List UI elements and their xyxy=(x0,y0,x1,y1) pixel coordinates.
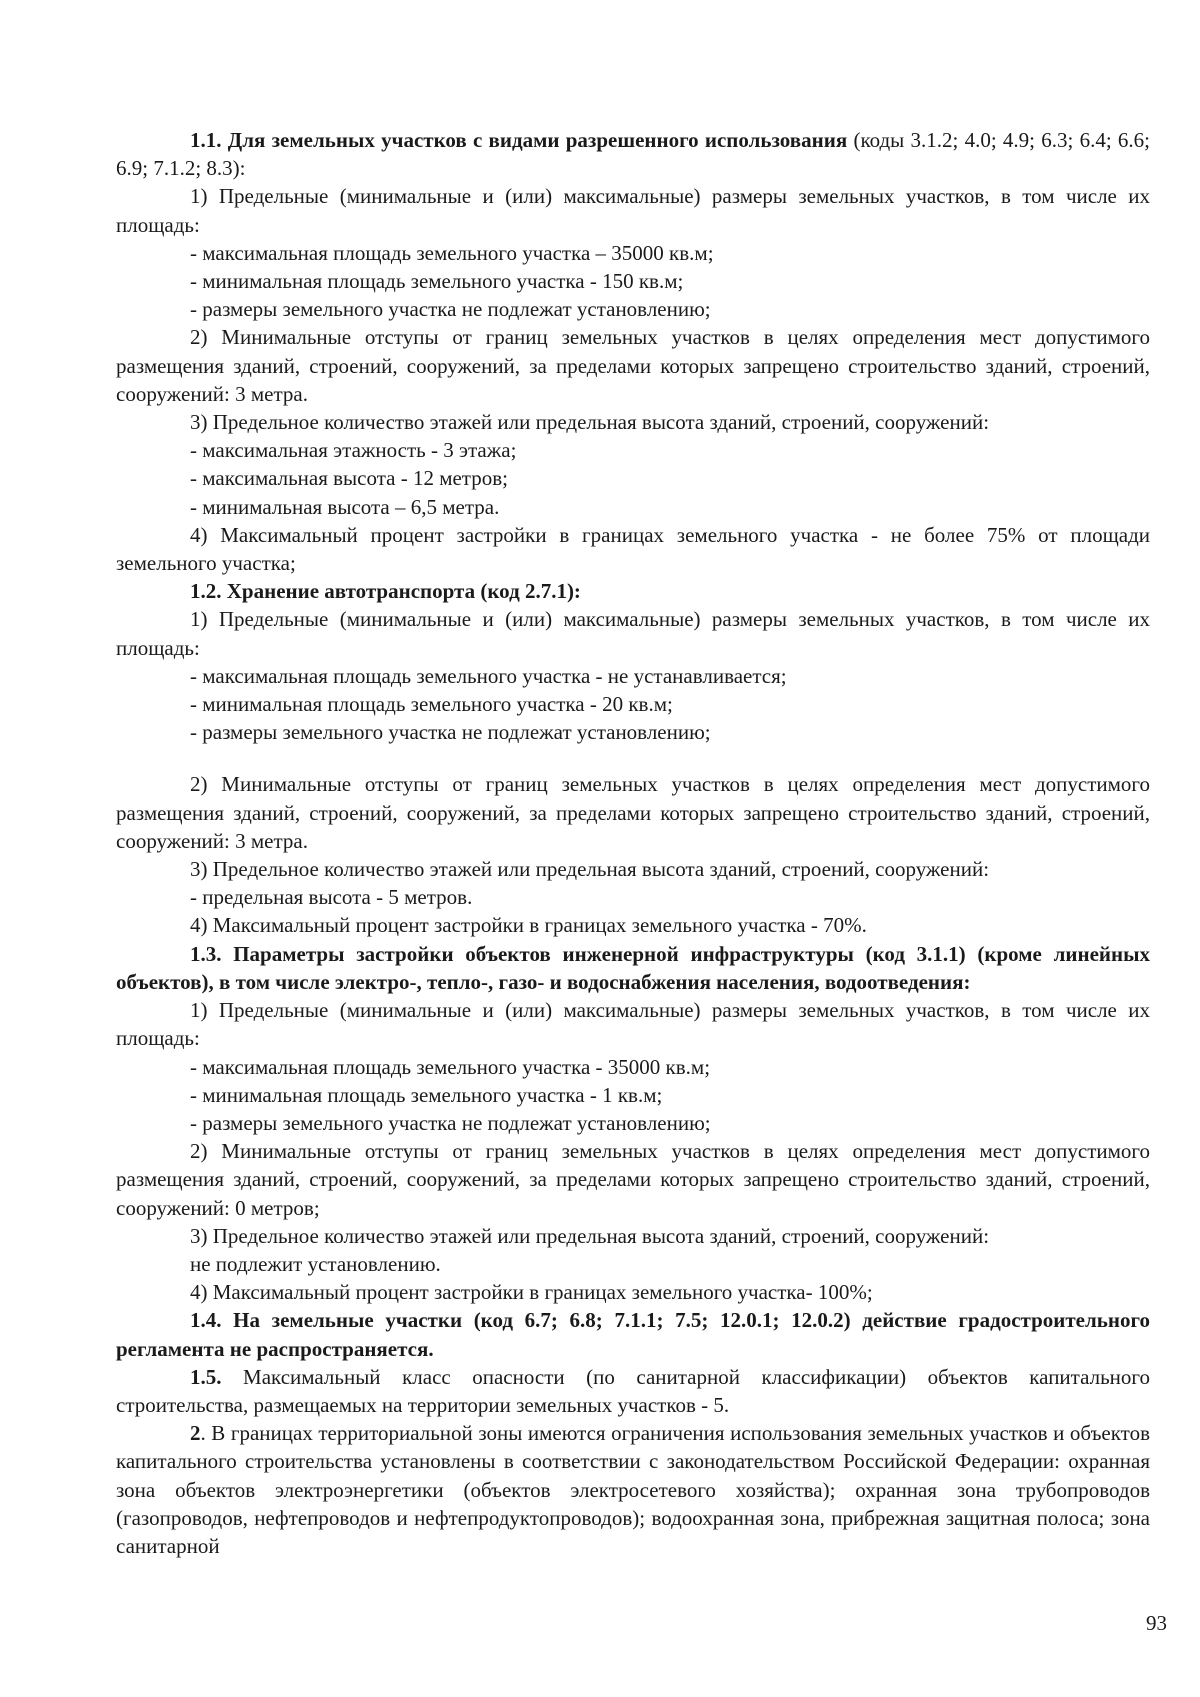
page-number: 93 xyxy=(1146,1611,1167,1635)
section-1-5-paragraph: 1.5. Максимальный класс опасности (по санитарной классификации) объектов капитального строительства, размещаемых на территории земельных участков - 5. xyxy=(116,1364,1150,1417)
paragraph: 3) Предельное количество этажей или предельная высота зданий, строений, сооружений: xyxy=(190,1223,990,1248)
paragraph: 4) Максимальный процент застройки в границах земельного участка- 100%; xyxy=(190,1280,873,1305)
list-item: - максимальная площадь земельного участка - не устанавливается; xyxy=(190,663,787,688)
section-1-3-heading: 1.3. Параметры застройки объектов инженерной инфраструктуры (код 3.1.1) (кроме линейных объектов), в том числе электро-, тепло-, газо- и водоснабжения населения, водоотведения: xyxy=(116,941,1150,994)
list-item: - минимальная площадь земельного участка - 150 кв.м; xyxy=(190,269,684,294)
paragraph: 4) Максимальный процент застройки в границах земельного участка - 70%. xyxy=(190,913,867,938)
paragraph: 3) Предельное количество этажей или предельная высота зданий, строений, сооружений: xyxy=(190,410,990,435)
section-1-1-heading: 1.1. Для земельных участков с видами разрешенного использования (коды 3.1.2; 4.0; 4.9; 6.3; 6.4; 6.6; 6.9; 7.1.2; 8.3): xyxy=(116,128,1150,181)
paragraph: 4) Максимальный процент застройки в границах земельного участка - не более 75% от площади земельного участка; xyxy=(116,522,1150,576)
list-item: - минимальная площадь земельного участка - 20 кв.м; xyxy=(190,692,673,717)
list-item: - максимальная этажность - 3 этажа; xyxy=(190,438,517,463)
list-item: - минимальная площадь земельного участка - 1 кв.м; xyxy=(190,1082,663,1107)
list-item: не подлежит установлению. xyxy=(190,1251,441,1276)
paragraph: 1) Предельные (минимальные и (или) максимальные) размеры земельных участков, в том числе их площадь: xyxy=(116,184,1150,237)
paragraph: 1) Предельные (минимальные и (или) максимальные) размеры земельных участков, в том числе их площадь: xyxy=(116,998,1150,1051)
list-item: - размеры земельного участка не подлежат установлению; xyxy=(190,720,711,745)
document-page xyxy=(116,126,1150,1560)
list-item: - максимальная площадь земельного участка - 35000 кв.м; xyxy=(190,1054,711,1079)
list-item: - максимальная площадь земельного участка – 35000 кв.м; xyxy=(190,240,714,265)
paragraph: 3) Предельное количество этажей или предельная высота зданий, строений, сооружений: xyxy=(190,857,990,882)
list-item: - минимальная высота – 6,5 метра. xyxy=(190,494,500,519)
list-item: - предельная высота - 5 метров. xyxy=(190,885,473,910)
section-1-4-heading: 1.4. На земельные участки (код 6.7; 6.8; 7.1.1; 7.5; 12.0.1; 12.0.2) действие градостроительного регламента не распространяется. xyxy=(116,1308,1150,1361)
paragraph: 2) Минимальные отступы от границ земельных участков в целях определения мест допустимого размещения зданий, строений, сооружений, за пределами которых запрещено строительство зданий, строений, сооружений: 3 метра. xyxy=(116,325,1150,406)
section-1-2-heading: 1.2. Хранение автотранспорта (код 2.7.1): xyxy=(190,579,581,604)
paragraph: 1) Предельные (минимальные и (или) максимальные) размеры земельных участков, в том числе их площадь: xyxy=(116,607,1150,660)
paragraph: 2) Минимальные отступы от границ земельных участков в целях определения мест допустимого размещения зданий, строений, сооружений, за пределами которых запрещено строительство зданий, строений, сооружений: 3 метра. xyxy=(116,772,1150,853)
list-item: - размеры земельного участка не подлежат установлению; xyxy=(190,297,711,322)
list-item: - максимальная высота - 12 метров; xyxy=(190,466,508,491)
list-item: - размеры земельного участка не подлежат установлению; xyxy=(190,1110,711,1135)
section-2-paragraph: 2. В границах территориальной зоны имеются ограничения использования земельных участков и объектов капитального строительства установлены в соответствии с законодательством Российской Федерации: охранная зона объектов электроэнергетики (объектов электросетевого хозяйства); охранная зона трубопроводов (газопроводов, нефтепроводов и нефтепродуктопроводов); водоохранная зона, прибрежная защитная полоса; зона санитарной xyxy=(116,1421,1150,1558)
blank-line xyxy=(116,746,1150,770)
paragraph: 2) Минимальные отступы от границ земельных участков в целях определения мест допустимого размещения зданий, строений, сооружений, за пределами которых запрещено строительство зданий, строений, сооружений: 0 метров; xyxy=(116,1139,1150,1220)
